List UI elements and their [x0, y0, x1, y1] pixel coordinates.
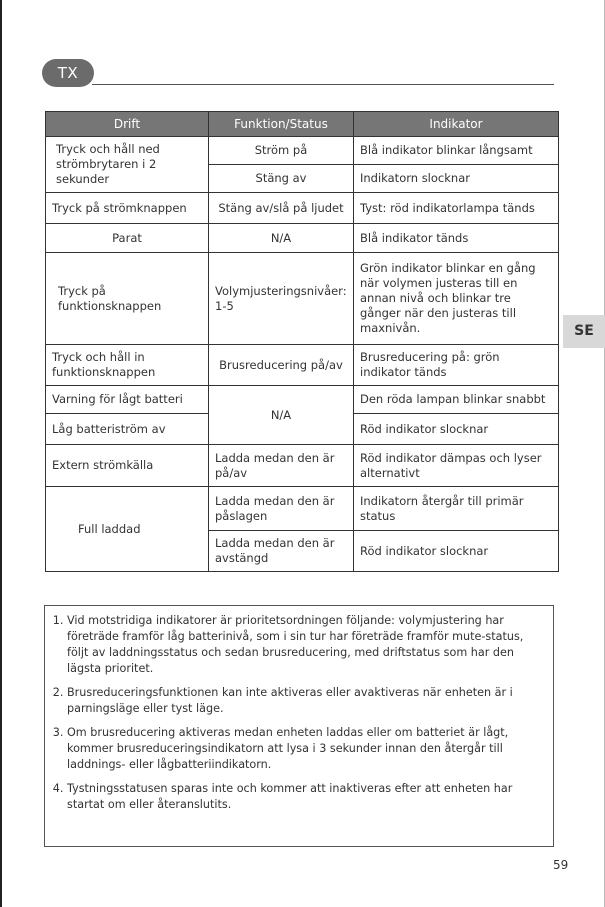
table-row: [46, 487, 559, 531]
note-item: 2. Brusreduceringsfunktionen kan inte aktiveras eller avaktiveras när enheten är i parningsläge eller tyst läge.: [67, 685, 543, 717]
cell-funktion: N/A: [209, 386, 354, 445]
cell-drift: Full laddad: [46, 487, 209, 572]
cell-indikator: Grön indikator blinkar en gång när volymen justeras till en annan nivå och blinkar tre gånger när den justeras till maxnivån.: [354, 253, 559, 345]
cell-indikator: Brusreducering på: grön indikator tänds: [354, 345, 559, 386]
table-row: [46, 137, 559, 165]
cell-drift: Tryck och håll in funktionsknappen: [46, 345, 209, 386]
cell-drift: Parat: [46, 224, 209, 253]
cell-indikator: Röd indikator dämpas och lyser alternativt: [354, 445, 559, 487]
section-tag: TX: [42, 59, 94, 87]
indicator-table: [45, 111, 559, 572]
cell-indikator: Tyst: röd indikatorlampa tänds: [354, 193, 559, 224]
language-tab: SE: [563, 315, 605, 348]
cell-drift: Tryck på strömknappen: [46, 193, 209, 224]
table-row: [46, 224, 559, 253]
notes-list: [51, 613, 543, 813]
header-funktion-status: Funktion/Status: [209, 112, 354, 137]
note-item: 4. Tystningsstatusen sparas inte och kommer att inaktiveras efter att enheten har startat om eller återanslutits.: [67, 781, 543, 813]
cell-funktion: Ladda medan den är påslagen: [209, 487, 354, 531]
header-drift: Drift: [46, 112, 209, 137]
cell-indikator: Indikatorn slocknar: [354, 165, 559, 193]
cell-funktion: Stäng av/slå på ljudet: [209, 193, 354, 224]
cell-funktion: N/A: [209, 224, 354, 253]
cell-funktion: Brusreducering på/av: [209, 345, 354, 386]
cell-funktion: Stäng av: [209, 165, 354, 193]
page-number: 59: [553, 858, 569, 872]
table-row: [46, 445, 559, 487]
header-indikator: Indikator: [354, 112, 559, 137]
cell-indikator: Blå indikator tänds: [354, 224, 559, 253]
table-header-row: [46, 112, 559, 137]
cell-drift: Tryck på funktionsknappen: [46, 253, 209, 345]
cell-funktion: Ladda medan den är på/av: [209, 445, 354, 487]
note-item: 1. Vid motstridiga indikatorer är prioritetsordningen följande: volymjustering har företräde framför låg batterinivå, som i sin tur har företräde framför mute-status, följt av laddningsstatus och sedan brusreducering, med driftstatus som har den lägsta prioritet.: [67, 613, 543, 677]
table-row: [46, 386, 559, 414]
cell-drift: Varning för lågt batteri: [46, 386, 209, 414]
header-rule: [92, 84, 554, 85]
cell-indikator: Den röda lampan blinkar snabbt: [354, 386, 559, 414]
note-item: 3. Om brusreducering aktiveras medan enheten laddas eller om batteriet är lågt, kommer brusreduceringsindikatorn att lysa i 3 sekunder innan den återgår till laddnings- eller lågbatteriindikatorn.: [67, 725, 543, 773]
cell-indikator: Röd indikator slocknar: [354, 531, 559, 572]
cell-drift: Tryck och håll ned strömbrytaren i 2 sekunder: [46, 137, 209, 193]
table-row: [46, 345, 559, 386]
cell-indikator: Indikatorn återgår till primär status: [354, 487, 559, 531]
cell-drift: Låg batteriström av: [46, 414, 209, 445]
table-row: [46, 253, 559, 345]
cell-drift: Extern strömkälla: [46, 445, 209, 487]
cell-indikator: Blå indikator blinkar långsamt: [354, 137, 559, 165]
cell-funktion: Ladda medan den är avstängd: [209, 531, 354, 572]
page-edge: [0, 0, 2, 907]
cell-indikator: Röd indikator slocknar: [354, 414, 559, 445]
table-row: [46, 193, 559, 224]
cell-funktion: Ström på: [209, 137, 354, 165]
cell-funktion: Volymjusteringsnivåer: 1-5: [209, 253, 354, 345]
notes-box: [44, 605, 554, 847]
